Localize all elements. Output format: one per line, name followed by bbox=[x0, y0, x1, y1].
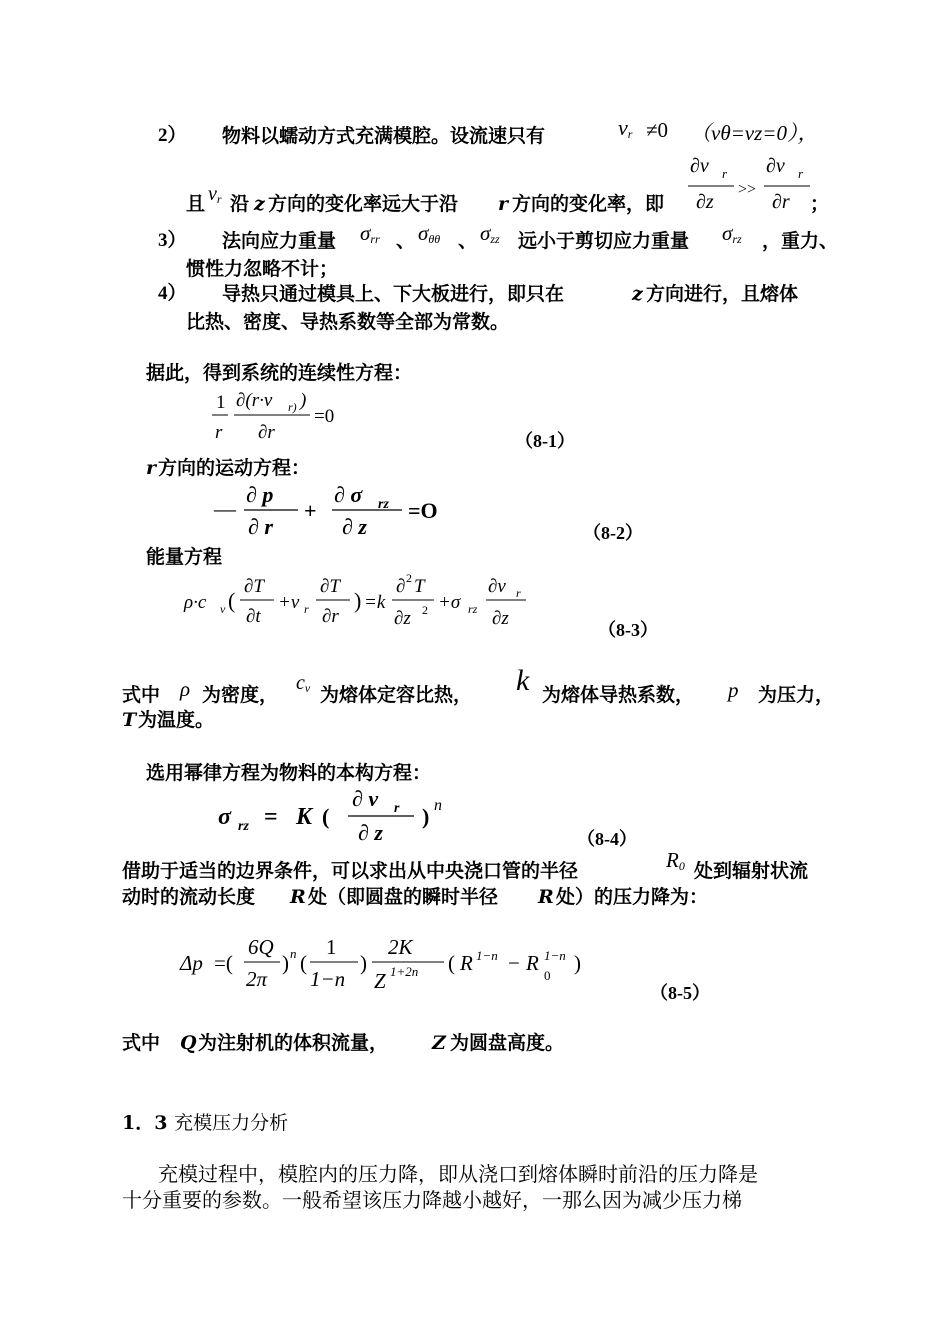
equation-8-4 bbox=[216, 782, 476, 844]
svg-text:>>: >> bbox=[738, 181, 757, 198]
svg-text:r: r bbox=[722, 166, 728, 181]
where2-b: 为注射机的体积流量， bbox=[198, 1032, 389, 1054]
equation-8-3 bbox=[182, 568, 562, 630]
svg-text:1+2n: 1+2n bbox=[390, 964, 419, 979]
paragraph-line1: 充模过程中，模腔内的压力降，即从浇口到熔体瞬时前沿的压力降是 bbox=[158, 1162, 758, 1186]
svg-text:r: r bbox=[215, 422, 223, 443]
item-3-text-line2: 惯性力忽略不计； bbox=[186, 258, 339, 280]
svg-text:∂z: ∂z bbox=[492, 608, 509, 629]
item-2-text-line2a: 且 bbox=[186, 193, 206, 215]
svg-text:+: + bbox=[304, 498, 317, 523]
math-sigma-rr: $\sigma_{rr}$ bbox=[360, 221, 380, 246]
power-law-intro: 选用幂律方程为物料的本构方程： bbox=[146, 762, 432, 784]
svg-text:): ) bbox=[574, 951, 581, 975]
boundary-a: 借助于适当的边界条件，可以求出从中央浇口管的半径 bbox=[122, 860, 579, 882]
continuity-intro: 据此，得到系统的连续性方程： bbox=[146, 362, 413, 384]
svg-text:∂ σ: ∂ σ bbox=[334, 482, 363, 507]
item-3-text-line1a: 法向应力重量 bbox=[222, 230, 337, 252]
svg-text:∂ p: ∂ p bbox=[246, 482, 274, 507]
item-3-text-line1c: ，重力、 bbox=[762, 230, 839, 252]
item-2-text-line2c: 方向的变化率远大于沿 bbox=[268, 193, 459, 215]
equation-8-1 bbox=[210, 386, 360, 446]
svg-text:2: 2 bbox=[406, 571, 412, 585]
equation-number-8-3: （8-3） bbox=[598, 620, 658, 640]
svg-text:1−n: 1−n bbox=[544, 948, 566, 963]
item-3-sep1: 、 bbox=[396, 230, 416, 252]
svg-text:∂z: ∂z bbox=[696, 191, 714, 213]
svg-text:—: — bbox=[214, 496, 236, 521]
equation-number-8-5: （8-5） bbox=[650, 983, 710, 1003]
item-4-text-line2: 比热、密度、导热系数等全部为常数。 bbox=[186, 311, 510, 333]
svg-text:2π: 2π bbox=[246, 967, 268, 991]
equation-number-8-1: （8-1） bbox=[515, 431, 575, 451]
math-zero-condition: （vθ=vz=0）， bbox=[690, 121, 819, 145]
motion-intro-r: r bbox=[146, 457, 157, 479]
boundary-e: 处）的压力降为： bbox=[556, 886, 709, 908]
section-heading bbox=[122, 1110, 288, 1136]
svg-text:r): r) bbox=[288, 400, 297, 414]
svg-text:): ) bbox=[282, 951, 289, 975]
math-vr-inline: $v_r$ bbox=[618, 115, 633, 141]
svg-text:r: r bbox=[394, 801, 400, 816]
svg-text:∂r: ∂r bbox=[322, 606, 339, 627]
svg-text:∂v: ∂v bbox=[488, 576, 506, 597]
equation-8-5 bbox=[178, 930, 638, 1000]
item-4-text-line1b: 方向进行，且熔体 bbox=[646, 283, 799, 305]
where1-b: 为密度， bbox=[202, 684, 279, 706]
svg-text:(: ( bbox=[448, 951, 455, 975]
svg-text:R: R bbox=[460, 951, 473, 975]
section-number: 1．3 bbox=[122, 1112, 168, 1134]
math-R0: $R_0$ bbox=[666, 848, 685, 873]
svg-text:rz: rz bbox=[468, 602, 478, 616]
svg-text:=O: =O bbox=[408, 498, 438, 523]
svg-text:): ) bbox=[300, 390, 307, 411]
svg-text:(: ( bbox=[228, 588, 236, 613]
item-2-text-line1: 物料以蠕动方式充满模腔。设流速只有 bbox=[222, 125, 546, 147]
paragraph-line2: 十分重要的参数。一般希望该压力降越小越好，一那么因为减少压力梯 bbox=[122, 1188, 742, 1212]
svg-text:n: n bbox=[434, 797, 442, 814]
svg-text:(: ( bbox=[322, 804, 330, 829]
svg-text:2: 2 bbox=[422, 603, 428, 617]
where1-e: 为压力， bbox=[758, 684, 835, 706]
motion-intro: 方向的运动方程： bbox=[158, 457, 311, 479]
where1-a: 式中 bbox=[122, 684, 161, 706]
svg-text:∂r: ∂r bbox=[258, 422, 275, 443]
where2-Z: Z bbox=[432, 1032, 446, 1054]
svg-text:R: R bbox=[526, 951, 539, 975]
svg-text:): ) bbox=[422, 804, 430, 829]
svg-text:1−n: 1−n bbox=[310, 967, 346, 991]
svg-text:2K: 2K bbox=[388, 935, 413, 959]
svg-text:=0: =0 bbox=[314, 406, 335, 427]
svg-text:−: − bbox=[508, 951, 520, 975]
svg-text:): ) bbox=[354, 588, 362, 613]
svg-text:∂T: ∂T bbox=[244, 576, 264, 597]
item-4-z: z bbox=[632, 283, 643, 305]
svg-text:): ) bbox=[360, 951, 367, 975]
item-2-text-line2b: 沿 bbox=[230, 193, 250, 215]
svg-text:T: T bbox=[414, 576, 425, 597]
where1-f: 为温度。 bbox=[138, 709, 215, 731]
item-2-z: z bbox=[254, 193, 265, 215]
section-title: 充模压力分析 bbox=[174, 1112, 289, 1134]
item-number-2: 2） bbox=[158, 125, 187, 146]
math-sigma-zz: $\sigma_{zz}$ bbox=[480, 221, 500, 246]
where2-a: 式中 bbox=[122, 1032, 161, 1054]
item-2-text-line2d: 方向的变化率，即 bbox=[512, 193, 665, 215]
svg-text:∂t: ∂t bbox=[246, 606, 261, 627]
item-2-semicolon: ； bbox=[810, 193, 830, 215]
item-3-sep2: 、 bbox=[458, 230, 478, 252]
boundary-R2: R bbox=[538, 886, 554, 908]
svg-text:ρ·c: ρ·c bbox=[184, 592, 207, 613]
math-cv: $c_v$ bbox=[296, 672, 311, 695]
boundary-R: R bbox=[290, 886, 306, 908]
svg-text:∂ z: ∂ z bbox=[342, 514, 367, 539]
svg-text:∂T: ∂T bbox=[320, 576, 340, 597]
svg-text:∂: ∂ bbox=[396, 576, 406, 597]
equation-derivative-comparison bbox=[688, 150, 818, 214]
svg-text:v: v bbox=[220, 602, 226, 616]
svg-text:0: 0 bbox=[544, 968, 551, 983]
energy-intro: 能量方程 bbox=[146, 546, 223, 568]
svg-text:∂z: ∂z bbox=[394, 608, 411, 629]
where2-c: 为圆盘高度。 bbox=[450, 1032, 565, 1054]
math-rho: ρ bbox=[180, 677, 191, 701]
svg-text:n: n bbox=[290, 946, 297, 961]
svg-text:6Q: 6Q bbox=[248, 935, 274, 959]
boundary-b: 处到辐射状流 bbox=[694, 860, 809, 882]
boundary-d: 处（即圆盘的瞬时半径 bbox=[308, 886, 499, 908]
svg-text:=(: =( bbox=[214, 951, 233, 975]
svg-text:(: ( bbox=[300, 951, 307, 975]
svg-text:=k: =k bbox=[364, 592, 386, 613]
svg-text:1−n: 1−n bbox=[476, 948, 498, 963]
item-2-r: r bbox=[498, 193, 509, 215]
math-vr-inline-2: $v_r$ bbox=[208, 183, 222, 206]
boundary-c: 动时的流动长度 bbox=[122, 886, 256, 908]
equation-number-8-4: （8-4） bbox=[577, 829, 637, 849]
svg-text:∂ r: ∂ r bbox=[248, 514, 273, 539]
svg-text:r: r bbox=[516, 586, 521, 600]
svg-text:+v: +v bbox=[278, 592, 300, 613]
item-3-text-line1b: 远小于剪切应力重量 bbox=[518, 230, 690, 252]
svg-text:∂ v: ∂ v bbox=[352, 786, 379, 811]
where1-d: 为熔体导热系数， bbox=[542, 684, 695, 706]
equation-8-2 bbox=[212, 480, 482, 542]
svg-text:rz: rz bbox=[238, 819, 249, 834]
svg-text:Δp: Δp bbox=[180, 951, 203, 975]
math-k: k bbox=[516, 664, 530, 697]
svg-text:r: r bbox=[304, 602, 309, 616]
item-4-text-line1a: 导热只通过模具上、下大板进行，即只在 bbox=[222, 283, 565, 305]
math-nonzero: ≠0 bbox=[646, 118, 669, 142]
svg-text:∂v: ∂v bbox=[690, 155, 709, 177]
svg-text:∂r: ∂r bbox=[772, 191, 790, 213]
where1-T: T bbox=[122, 709, 137, 731]
math-p: p bbox=[728, 678, 739, 702]
math-sigma-rz: $\sigma_{rz}$ bbox=[722, 221, 742, 246]
item-number-4: 4） bbox=[158, 283, 187, 304]
svg-text:Z: Z bbox=[374, 969, 386, 993]
math-sigma-thetatheta: $\sigma_{\theta\theta}$ bbox=[418, 221, 441, 246]
equation-number-8-2: （8-2） bbox=[583, 523, 643, 543]
svg-text:1: 1 bbox=[326, 935, 337, 959]
svg-text:1: 1 bbox=[216, 392, 226, 413]
svg-text:σ: σ bbox=[218, 804, 231, 830]
svg-text:K: K bbox=[296, 804, 313, 830]
svg-text:r: r bbox=[798, 166, 804, 181]
svg-text:+σ: +σ bbox=[438, 592, 461, 613]
svg-text:=: = bbox=[264, 804, 278, 830]
svg-text:rz: rz bbox=[378, 497, 389, 512]
where2-Q: Q bbox=[180, 1032, 197, 1054]
where1-c: 为熔体定容比热， bbox=[320, 684, 473, 706]
svg-text:∂ z: ∂ z bbox=[358, 820, 383, 845]
svg-text:∂v: ∂v bbox=[766, 155, 785, 177]
item-number-3: 3） bbox=[158, 230, 187, 251]
svg-text:∂(r·v: ∂(r·v bbox=[236, 390, 273, 411]
